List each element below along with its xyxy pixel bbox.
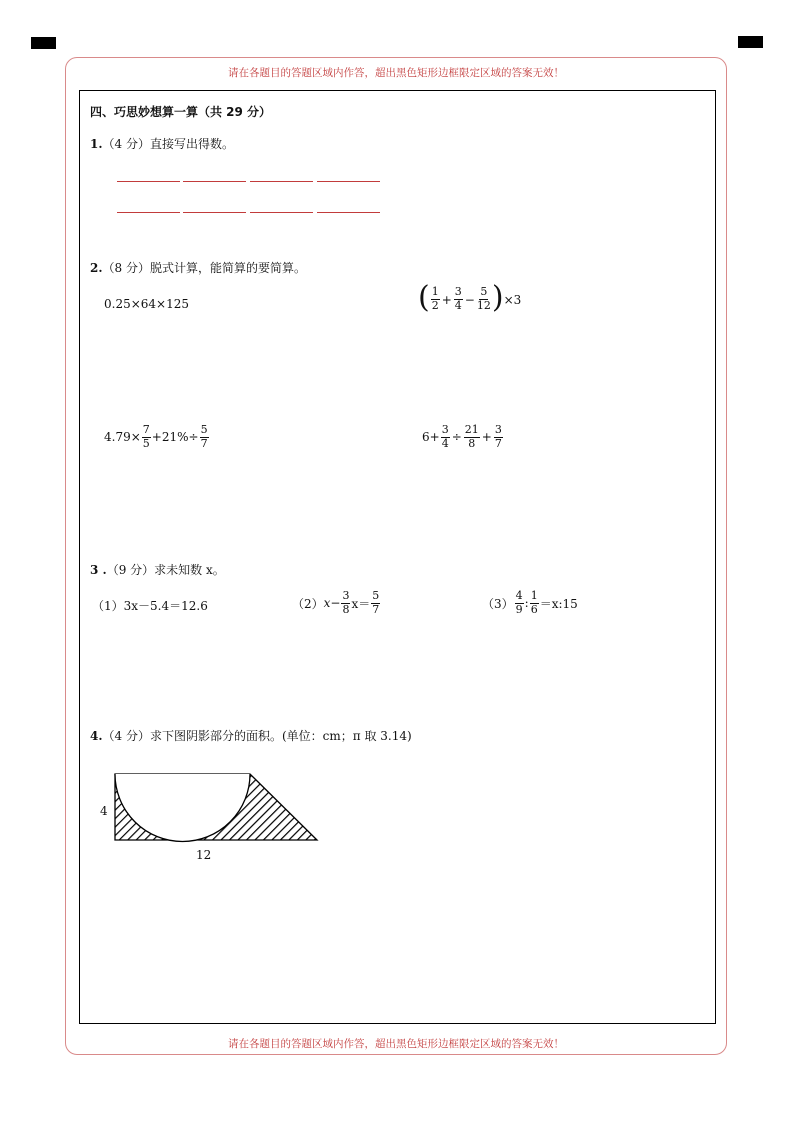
q3-heading bbox=[90, 564, 225, 576]
base-label: 12 bbox=[196, 848, 212, 862]
q3-text: （9 分）求未知数 x。 bbox=[106, 563, 225, 577]
q2-expr-2: ( $\frac{1}{2}$ + $\frac{3}{4}$ − $\frac{5}{12}$ ) ×3 bbox=[418, 280, 522, 315]
q4-number: 4. bbox=[90, 729, 103, 743]
q2-expr-1: 0.25×64×125 bbox=[104, 297, 190, 311]
q3-part-3: （3） $\frac{4}{9}$ : $\frac{1}{6}$ ＝x:15 bbox=[482, 589, 578, 616]
registration-mark-left bbox=[31, 37, 56, 49]
height-label: 4 bbox=[100, 804, 108, 818]
q1-heading bbox=[90, 138, 234, 150]
q2-heading bbox=[90, 262, 306, 274]
fraction: $\frac{3}{4}$ bbox=[441, 423, 449, 450]
q4-heading bbox=[90, 730, 412, 742]
fraction: $\frac{7}{5}$ bbox=[142, 423, 150, 450]
q1-blank[interactable] bbox=[317, 212, 380, 213]
q1-blank[interactable] bbox=[250, 181, 313, 182]
q1-blank[interactable] bbox=[317, 181, 380, 182]
q1-blank[interactable] bbox=[183, 212, 246, 213]
q1-blank[interactable] bbox=[250, 212, 313, 213]
q1-blank[interactable] bbox=[117, 181, 180, 182]
fraction: $\frac{5}{7}$ bbox=[372, 589, 380, 616]
left-paren: ( bbox=[418, 280, 430, 315]
bottom-warning: 请在各题目的答题区域内作答，超出黑色矩形边框限定区域的答案无效！ bbox=[228, 1038, 564, 1050]
q3-part-1: （1）3x－5.4＝12.6 bbox=[92, 599, 208, 613]
fraction: $\frac{21}{8}$ bbox=[464, 423, 479, 450]
answer-box bbox=[79, 90, 716, 1024]
q1-blank[interactable] bbox=[183, 181, 246, 182]
fraction: $\frac{1}{6}$ bbox=[530, 589, 538, 616]
q4-text: （4 分）求下图阴影部分的面积。(单位：cm；π 取 3.14) bbox=[102, 729, 412, 743]
q3-part-2: （2） x− $\frac{3}{8}$ x＝ $\frac{5}{7}$ bbox=[292, 589, 380, 616]
q3-number: 3 . bbox=[90, 563, 107, 577]
q2-text: （8 分）脱式计算，能简算的要简算。 bbox=[102, 261, 306, 275]
q1-number: 1. bbox=[90, 137, 103, 151]
registration-mark-right bbox=[738, 36, 763, 48]
right-paren: ) bbox=[491, 280, 504, 315]
q2-number: 2. bbox=[90, 261, 103, 275]
shaded-area-figure bbox=[100, 765, 330, 865]
q2-expr-4: 6+ $\frac{3}{4}$ ÷ $\frac{21}{8}$ + $\frac{3}{7}$ bbox=[422, 423, 502, 450]
section-title: 四、巧思妙想算一算（共 29 分） bbox=[90, 105, 272, 119]
fraction: $\frac{3}{7}$ bbox=[494, 423, 502, 450]
top-warning: 请在各题目的答题区域内作答，超出黑色矩形边框限定区域的答案无效！ bbox=[228, 67, 564, 79]
q1-text: （4 分）直接写出得数。 bbox=[102, 137, 234, 151]
q2-expr-3: 4.79× $\frac{7}{5}$ +21%÷ $\frac{5}{7}$ bbox=[104, 423, 208, 450]
fraction: $\frac{4}{9}$ bbox=[515, 589, 523, 616]
fraction: $\frac{3}{4}$ bbox=[454, 285, 462, 312]
fraction: $\frac{3}{8}$ bbox=[342, 589, 350, 616]
q1-blank[interactable] bbox=[117, 212, 180, 213]
fraction: $\frac{5}{12}$ bbox=[476, 285, 491, 312]
fraction: $\frac{1}{2}$ bbox=[431, 285, 439, 312]
fraction: $\frac{5}{7}$ bbox=[200, 423, 208, 450]
